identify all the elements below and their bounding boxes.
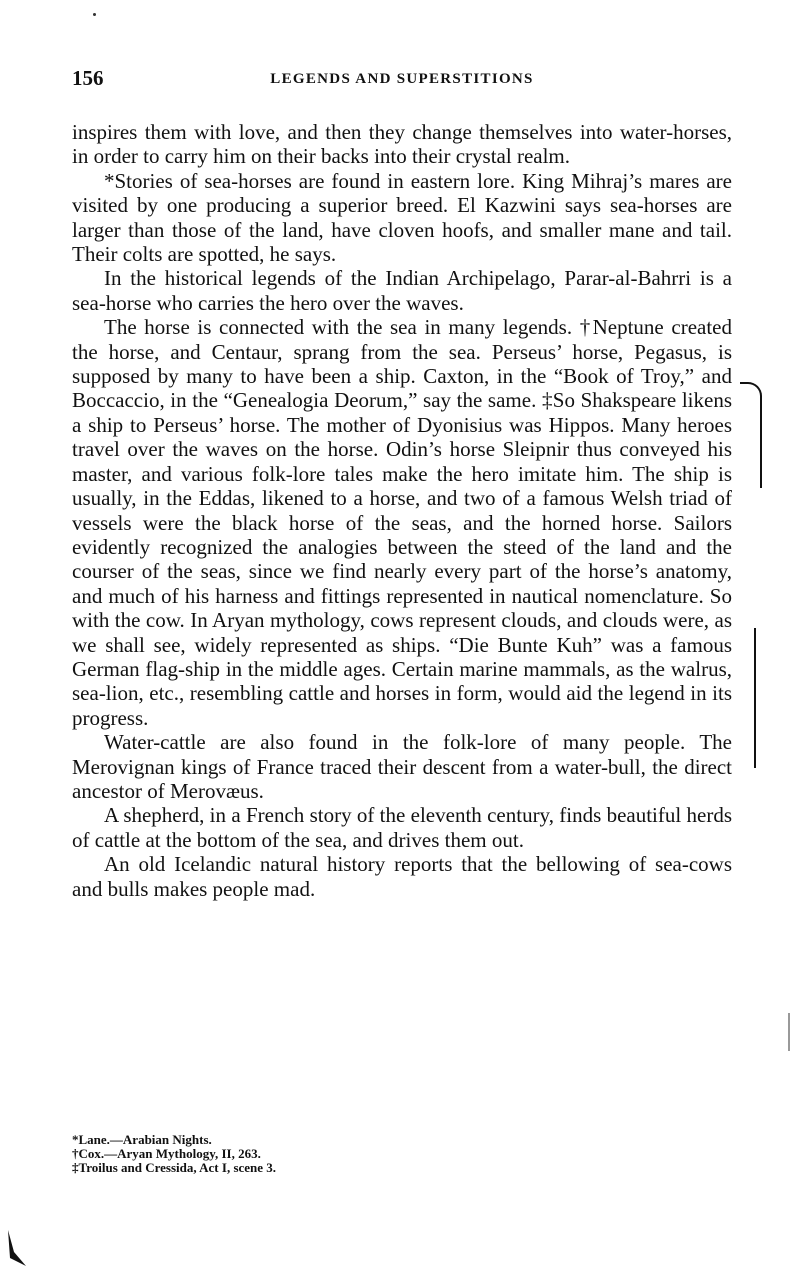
body-text bbox=[72, 120, 732, 901]
paragraph-indian-archipelago: In the historical legends of the Indian Archipelago, Parar-al-Bahrri is a sea-horse who carries the hero over the waves. bbox=[72, 266, 732, 315]
paragraph-shepherd: A shepherd, in a French story of the eleventh century, finds beautiful herds of cattle at the bottom of the sea, and drives them out. bbox=[72, 803, 732, 852]
page-header bbox=[72, 66, 732, 94]
margin-line-mark bbox=[788, 1013, 790, 1051]
footnote: †Cox.—Aryan Mythology, II, 263. bbox=[72, 1146, 261, 1161]
ink-dot bbox=[93, 13, 96, 16]
paragraph-sea-horses-eastern: *Stories of sea-horses are found in eastern lore. King Mihraj’s mares are visited by one producing a superior breed. El Kazwini says sea-horses are larger than those of the land, have cloven hoofs, and smaller mane and tail. Their colts are spotted, he says. bbox=[72, 168, 732, 267]
corner-ink-mark bbox=[6, 1228, 28, 1268]
page-number: 156 bbox=[72, 66, 104, 90]
margin-bracket-mark bbox=[738, 628, 756, 768]
margin-bracket-mark bbox=[740, 382, 762, 488]
footnote: ‡Troilus and Cressida, Act I, scene 3. bbox=[72, 1160, 277, 1175]
footnotes bbox=[72, 1133, 572, 1175]
paragraph-icelandic: An old Icelandic natural history reports that the bellowing of sea-cows and bulls makes people mad. bbox=[72, 852, 732, 901]
paragraph-water-cattle: Water-cattle are also found in the folk-lore of many people. The Merovignan kings of France traced their descent from a water-bull, the direct ancestor of Merovæus. bbox=[72, 730, 732, 803]
paragraph-horse-and-sea: The horse is connected with the sea in many legends. †Neptune created the horse, and Centaur, sprang from the sea. Perseus’ horse, Pegasus, is supposed by many to have been a ship. Caxton, in the “Book of Troy,” and Boccaccio, in the “Genealogia Deorum,” say the same. ‡So Shakspeare likens a ship to Perseus’ horse. The mother of Dyonisius was Hippos. Many heroes travel over the waves on the horse. Odin’s horse Sleipnir thus conveyed his master, and various folk-lore tales make the hero imitate him. The ship is usually, in the Eddas, likened to a horse, and two of a famous Welsh triad of vessels were the black horse of the seas, and the horned horse. Sailors evidently recognized the analogies between the steed of the land and the courser of the seas, since we find nearly every part of the horse’s anatomy, and much of his harness and fittings represented in nautical nomenclature. So with the cow. In Aryan mythology, cows represent clouds, and clouds were, as we shall see, widely represented as ships. “Die Bunte Kuh” was a famous German flag-ship in the middle ages. Certain marine mammals, as the walrus, sea-lion, etc., resembling cattle and horses in form, would aid the legend in its progress. bbox=[72, 315, 732, 730]
running-title: LEGENDS AND SUPERSTITIONS bbox=[270, 71, 534, 87]
footnote: *Lane.—Arabian Nights. bbox=[72, 1132, 212, 1147]
paragraph-continuation: inspires them with love, and then they change themselves into water-horses, in order to carry him on their backs into their crystal realm. bbox=[72, 120, 732, 169]
